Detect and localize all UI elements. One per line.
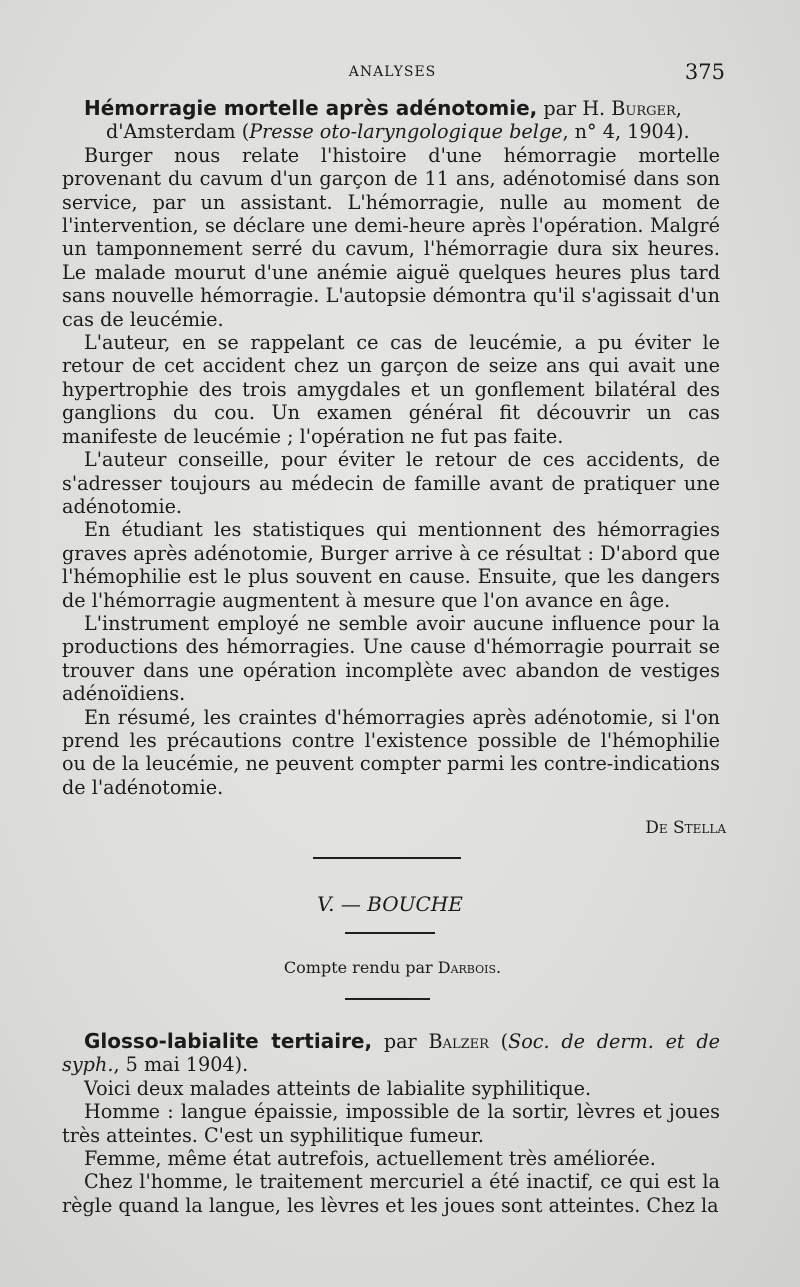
article-par: par bbox=[372, 1030, 429, 1053]
paragraph: Homme : langue épaissie, impossible de la sortir, lèvres et joues très atteintes. C'est un syphilitique fumeur. bbox=[62, 1100, 720, 1147]
section-divider bbox=[313, 857, 461, 859]
article-glosso-labialite bbox=[62, 1030, 720, 1217]
page-number: 375 bbox=[684, 60, 725, 84]
section-title: V. — BOUCHE bbox=[317, 892, 463, 916]
article-journal: Soc. de derm. et de syph. bbox=[62, 1030, 721, 1077]
paragraph: L'auteur, en se rappelant ce cas de leucémie, a pu éviter le retour de cet accident chez un garçon de seize ans qui avait une hypertrophie des trois amygdales et un gonflement bilatéral des ganglions du cou. Un examen général fit découvrir un cas manifeste de leucémie ; l'opération ne fut pas faite. bbox=[62, 331, 720, 448]
article-title: Hémorragie mortelle après adénotomie, bbox=[84, 96, 538, 120]
report-suffix: . bbox=[496, 958, 502, 977]
report-credit bbox=[0, 958, 785, 977]
reporter-name: Darbois bbox=[437, 958, 496, 977]
paragraph: L'auteur conseille, pour éviter le retour de ces accidents, de s'adresser toujours au médecin de famille avant de pratiquer une adénotomie. bbox=[62, 448, 720, 518]
article-citation-line bbox=[62, 120, 720, 143]
paragraph: Voici deux malades atteints de labialite syphilitique. bbox=[84, 1076, 592, 1100]
paragraph: Femme, même état autrefois, actuellement très améliorée. bbox=[84, 1147, 656, 1171]
article-citation: , n° 4, 1904). bbox=[562, 120, 690, 144]
article-hemorragie bbox=[62, 97, 720, 799]
article-heading bbox=[62, 97, 720, 120]
article-heading bbox=[62, 1030, 720, 1077]
article-journal: Presse oto-laryngologique belge bbox=[249, 120, 563, 144]
article-author-suffix: , bbox=[675, 97, 682, 120]
paragraph: En résumé, les craintes d'hémorragies après adénotomie, si l'on prend les précautions contre l'existence possible de l'hémophilie ou de la leucémie, ne peuvent compter parmi les contre-indications de l'adénotomie. bbox=[62, 705, 720, 799]
article-citation: , 5 mai 1904). bbox=[113, 1053, 249, 1077]
article-affiliation: d'Amsterdam ( bbox=[106, 120, 250, 144]
credit-underline bbox=[345, 998, 430, 1000]
report-prefix: Compte rendu par bbox=[283, 958, 438, 977]
article-par: par H. bbox=[537, 97, 612, 120]
paragraph: L'instrument employé ne semble avoir aucune influence pour la productions des hémorragies. Une cause d'hémorragie pourrait se trouver dans une opération incomplète avec abandon de vestiges adénoïdiens. bbox=[62, 611, 720, 706]
article-author: Burger bbox=[611, 97, 676, 120]
title-underline bbox=[345, 932, 435, 934]
paragraph: Chez l'homme, le traitement mercuriel a été inactif, ce qui est la règle quand la langue, les lèvres et les joues sont atteintes. Chez la bbox=[62, 1170, 720, 1217]
paragraph: En étudiant les statistiques qui mentionnent des hémorragies graves après adénotomie, Burger arrive à ce résultat : D'abord que l'hémophilie est le plus souvent en cause. Ensuite, que les dangers de l'hémorragie augmentent à mesure que l'on avance en âge. bbox=[62, 518, 720, 612]
article-open: ( bbox=[488, 1030, 509, 1053]
running-head bbox=[60, 60, 725, 88]
signature: De Stella bbox=[645, 818, 726, 838]
article-title: Glosso-labialite tertiaire, bbox=[84, 1029, 373, 1053]
article-author: Balzer bbox=[428, 1030, 489, 1053]
running-title: ANALYSES bbox=[348, 64, 437, 80]
paragraph: Burger nous relate l'histoire d'une hémorragie mortelle provenant du cavum d'un garçon de 11 ans, adénotomisé dans son service, par un assistant. L'hémorragie, nulle au moment de l'intervention, se déclare une demi-heure après l'opération. Malgré un tamponnement serré du cavum, l'hémorragie dura six heures. Le malade mourut d'une anémie aiguë quelques heures plus tard sans nouvelle hémorragie. L'autopsie démontra qu'il s'agissait d'un cas de leucémie. bbox=[62, 143, 720, 331]
